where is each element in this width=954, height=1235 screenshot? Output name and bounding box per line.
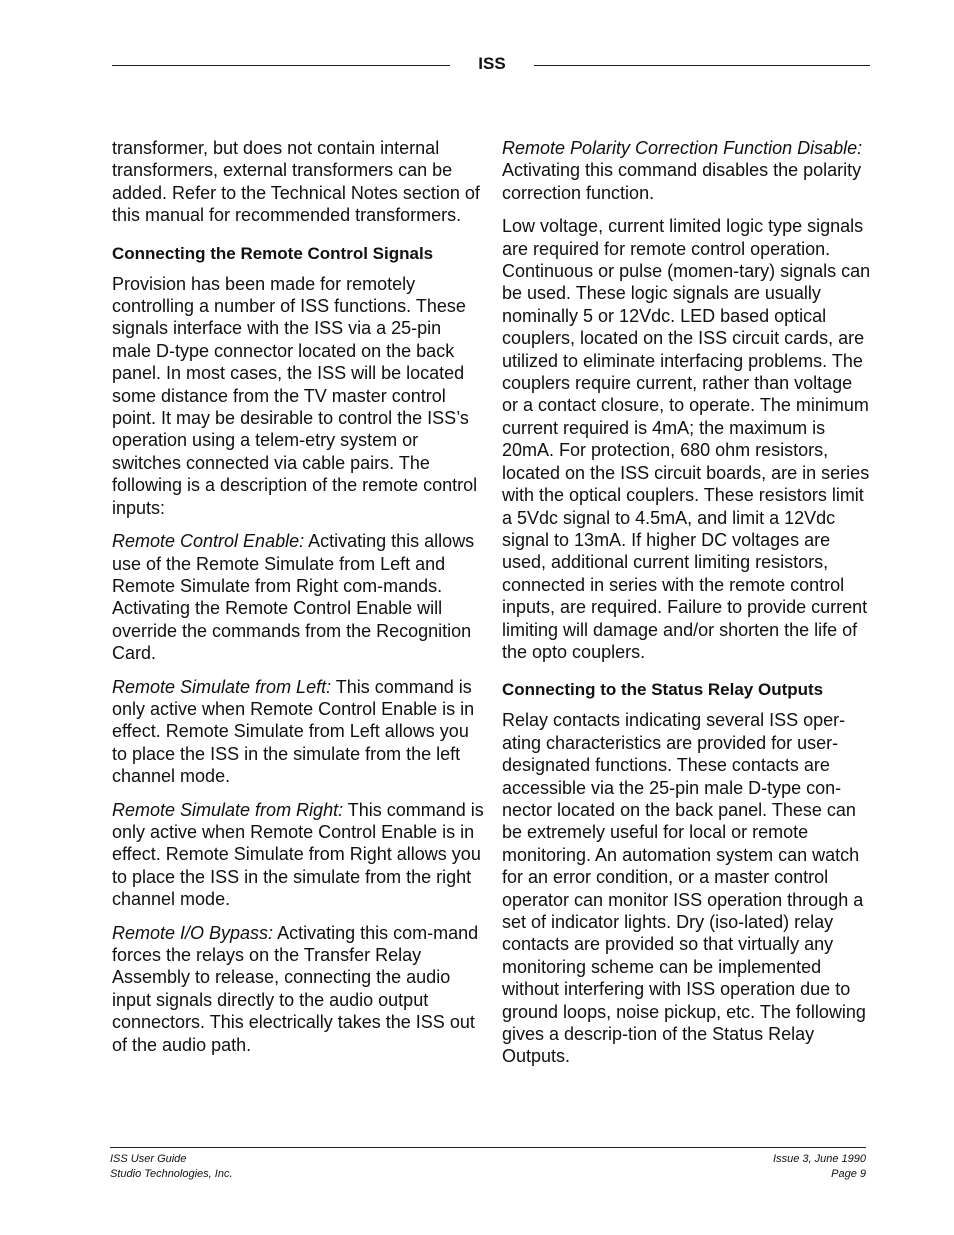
heading-remote-control-signals: Connecting the Remote Control Signals xyxy=(112,243,434,263)
header-rule-left xyxy=(112,65,450,66)
desc-polarity-correction-disable: Activating this command disables the polarity correction function. xyxy=(502,160,862,203)
paragraph-remote-simulate-left xyxy=(112,676,484,788)
left-column xyxy=(112,137,484,1067)
paragraph-logic-signals: Low voltage, current limited logic type signals are required for remote control operation. Continuous or pulse (momen-tary) signals can be used. These logic signals are usually nominally 5 or 12Vdc. LED based optical couplers, located on the ISS circuit cards, are utilized to eliminate interfacing problems. The couplers require current, rather than voltage or a contact closure, to operate. The minimum current required is 4mA; the maximum is 20mA. For protection, 680 ohm resistors, located on the ISS circuit boards, are in series with the optical couplers. These resistors limit a 5Vdc signal to 4.5mA, and limit a 12Vdc signal to 13mA. If higher DC voltages are used, additional current limiting resistors, connected in series with the remote control inputs, are required. Failure to provide current limiting will damage and/or shorten the life of the opto couplers. xyxy=(502,216,871,662)
footer-document-title: ISS User Guide xyxy=(110,1153,187,1165)
footer-page-number: Page 9 xyxy=(831,1168,866,1180)
paragraph-polarity-correction-disable xyxy=(502,137,872,204)
footer-left xyxy=(110,1152,233,1182)
paragraph-remote-control-intro: Provision has been made for remotely controlling a number of ISS functions. These signals interface with the ISS via a 25-pin male D-type connector located on the back panel. In most cases, the ISS will be located some distance from the TV master control point. It may be desirable to control the ISS’s operation using a telem-etry system or switches connected via cable pairs. The following is a description of the remote control inputs: xyxy=(112,273,478,518)
desc-remote-simulate-right: This command is only active when Remote Control Enable is in effect. Remote Simulate from Right allows you to place the ISS in the simulate from the right channel mode. xyxy=(112,799,484,910)
term-remote-io-bypass: Remote I/O Bypass: xyxy=(112,922,274,943)
paragraph-transformer-continuation: transformer, but does not contain internal transformers, external transformers can be added. Refer to the Technical Notes section of this manual for recommended transformers. xyxy=(112,138,480,226)
paragraph-remote-simulate-right xyxy=(112,799,484,911)
paragraph-remote-control-enable xyxy=(112,530,484,664)
footer-company: Studio Technologies, Inc. xyxy=(110,1168,233,1180)
footer-rule xyxy=(110,1147,866,1148)
right-column xyxy=(502,137,872,1079)
term-polarity-correction-disable: Remote Polarity Correction Function Disable: xyxy=(502,138,863,158)
desc-remote-simulate-left: This command is only active when Remote Control Enable is in effect. Remote Simulate from Left allows you to place the ISS in the simulate from the left channel mode. xyxy=(112,676,475,787)
desc-remote-io-bypass: Activating this com-mand forces the relays on the Transfer Relay Assembly to release, connecting the audio input signals directly to the audio output connectors. This electrically takes the ISS out of the audio path. xyxy=(112,922,479,1055)
desc-remote-control-enable: Activating this allows use of the Remote Simulate from Left and Remote Simulate from Right com-mands. Activating the Remote Control Enable will override the commands from the Recognition Card. xyxy=(112,531,475,664)
paragraph-relay-contacts: Relay contacts indicating several ISS oper-ating characteristics are provided for user-designated functions. These contacts are accessible via the 25-pin male D-type con-nector located on the back panel. These can be extremely useful for local or remote monitoring. An automation system can watch for an error condition, or a master control operator can monitor ISS operation through a set of indicator lights. Dry (iso-lated) relay contacts are provided so that virtually any monitoring scheme can be implemented without interfering with ISS operation due to ground loops, noise pickup, etc. The following gives a descrip-tion of the Status Relay Outputs. xyxy=(502,710,866,1067)
footer-right xyxy=(773,1152,866,1182)
running-header-title: ISS xyxy=(478,54,506,73)
footer-issue-date: Issue 3, June 1990 xyxy=(773,1153,866,1165)
term-remote-simulate-left: Remote Simulate from Left: xyxy=(112,676,332,697)
term-remote-control-enable: Remote Control Enable: xyxy=(112,531,305,552)
header-rule-right xyxy=(534,65,870,66)
term-remote-simulate-right: Remote Simulate from Right: xyxy=(112,799,344,820)
heading-status-relay-outputs: Connecting to the Status Relay Outputs xyxy=(502,680,824,700)
paragraph-remote-io-bypass xyxy=(112,922,484,1056)
